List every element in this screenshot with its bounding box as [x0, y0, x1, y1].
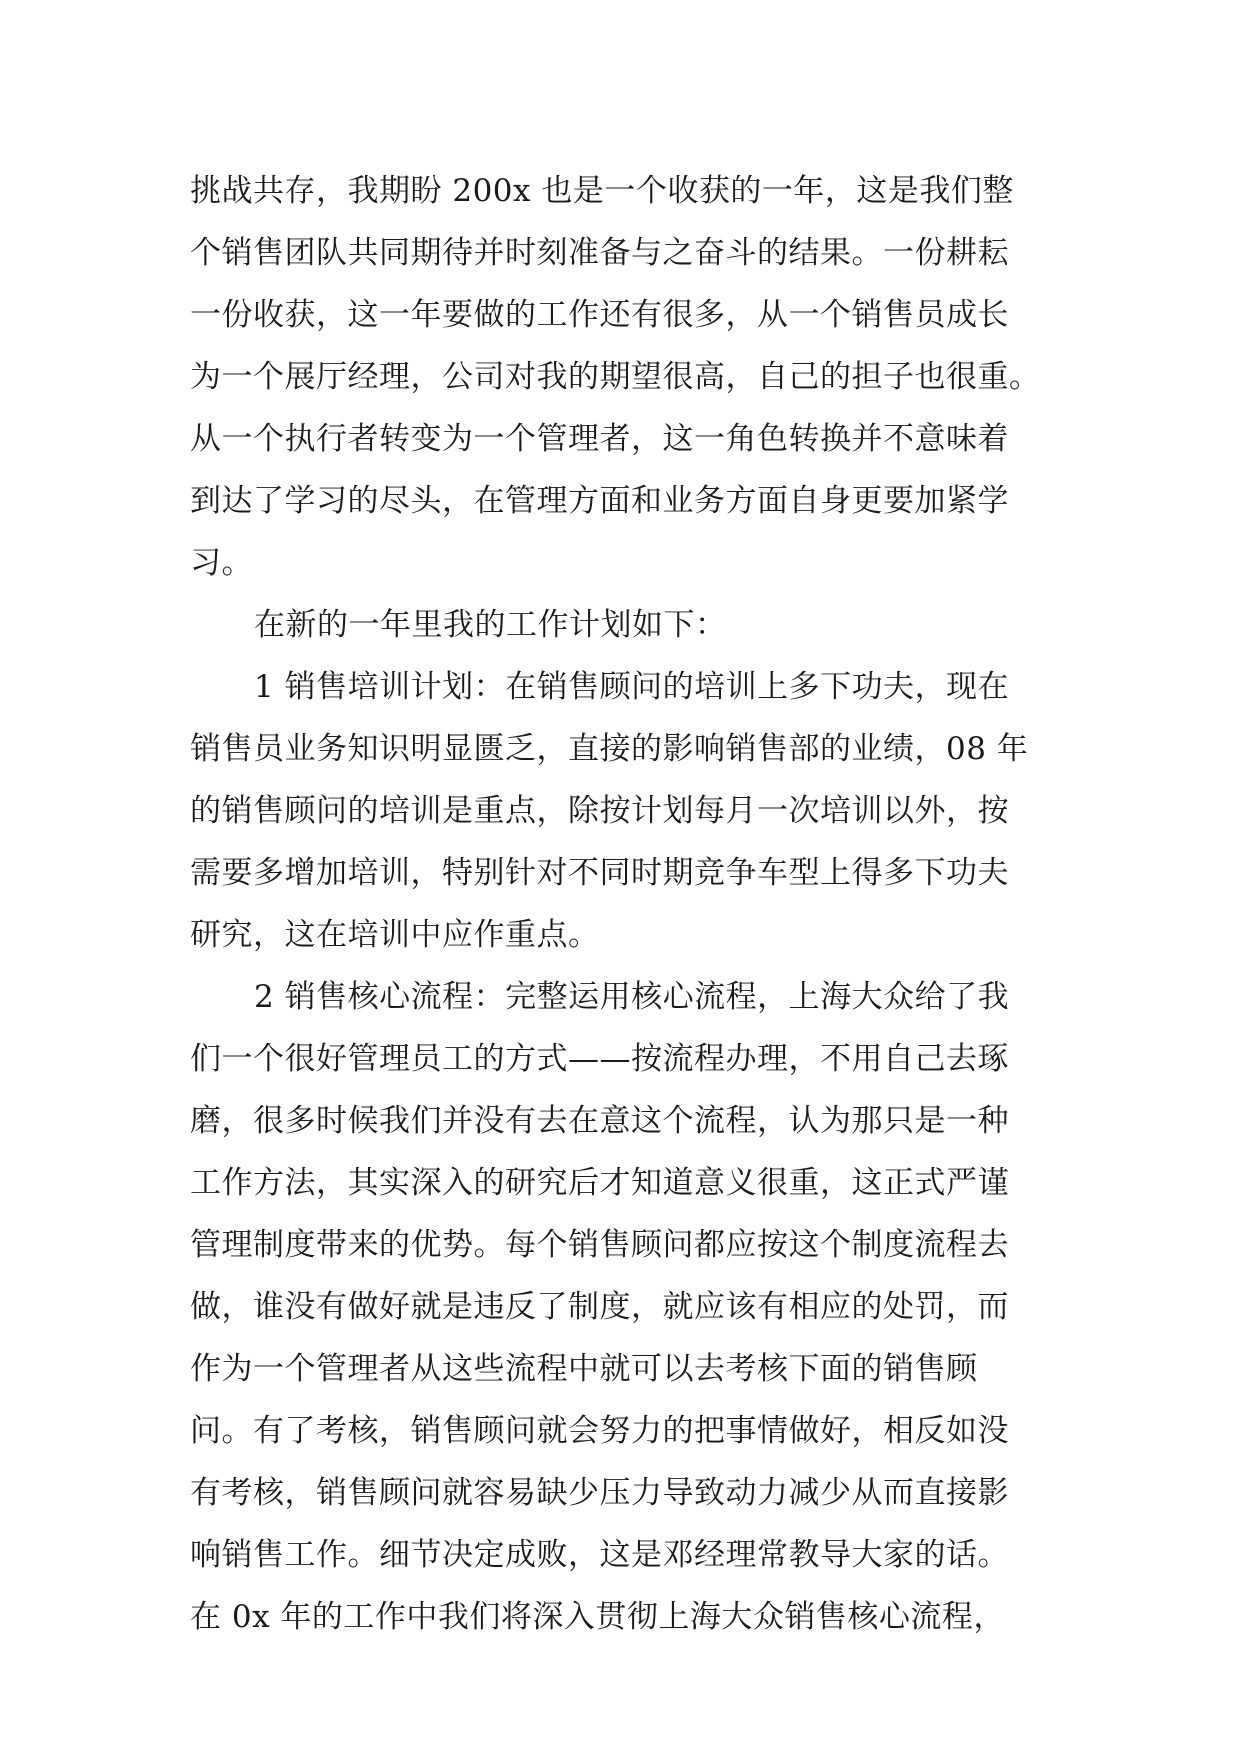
text-line: 工作方法，其实深入的研究后才知道意义很重，这正式严谨	[190, 1165, 1009, 1201]
text-line: 习。	[190, 545, 253, 581]
text-line: 需要多增加培训，特别针对不同时期竞争车型上得多下功夫	[190, 855, 1009, 891]
text-line: 管理制度带来的优势。每个销售顾问都应按这个制度流程去	[190, 1227, 1009, 1263]
body-text	[190, 160, 1070, 1648]
text-line: 响销售工作。细节决定成败，这是邓经理常教导大家的话。	[190, 1537, 1009, 1573]
text-line: 从一个执行者转变为一个管理者，这一角色转换并不意味着	[190, 421, 1009, 457]
text-line: 2 销售核心流程：完整运用核心流程，上海大众给了我	[254, 979, 1010, 1015]
text-line: 的销售顾问的培训是重点，除按计划每月一次培训以外，按	[190, 793, 1009, 829]
text-line: 们一个很好管理员工的方式——按流程办理，不用自己去琢	[190, 1041, 1009, 1077]
text-line: 到达了学习的尽头，在管理方面和业务方面自身更要加紧学	[190, 483, 1009, 519]
text-line: 1 销售培训计划：在销售顾问的培训上多下功夫，现在	[254, 669, 1010, 705]
text-line: 在 0x 年的工作中我们将深入贯彻上海大众销售核心流程，	[190, 1599, 1005, 1635]
text-line: 个销售团队共同期待并时刻准备与之奋斗的结果。一份耕耘	[190, 235, 1009, 271]
text-line: 挑战共存，我期盼 200x 也是一个收获的一年，这是我们整	[190, 173, 1014, 209]
text-line: 在新的一年里我的工作计划如下：	[254, 607, 727, 643]
text-line: 为一个展厅经理，公司对我的期望很高，自己的担子也很重。	[190, 359, 1041, 395]
text-line: 有考核，销售顾问就容易缺少压力导致动力减少从而直接影	[190, 1475, 1009, 1511]
text-line: 一份收获，这一年要做的工作还有很多，从一个销售员成长	[190, 297, 1009, 333]
text-line: 作为一个管理者从这些流程中就可以去考核下面的销售顾	[190, 1351, 978, 1387]
text-line: 做，谁没有做好就是违反了制度，就应该有相应的处罚，而	[190, 1289, 1009, 1325]
text-line: 问。有了考核，销售顾问就会努力的把事情做好，相反如没	[190, 1413, 1009, 1449]
text-line: 磨，很多时候我们并没有去在意这个流程，认为那只是一种	[190, 1103, 1009, 1139]
text-line: 研究，这在培训中应作重点。	[190, 917, 600, 953]
text-line: 销售员业务知识明显匮乏，直接的影响销售部的业绩，08 年	[190, 731, 1029, 767]
